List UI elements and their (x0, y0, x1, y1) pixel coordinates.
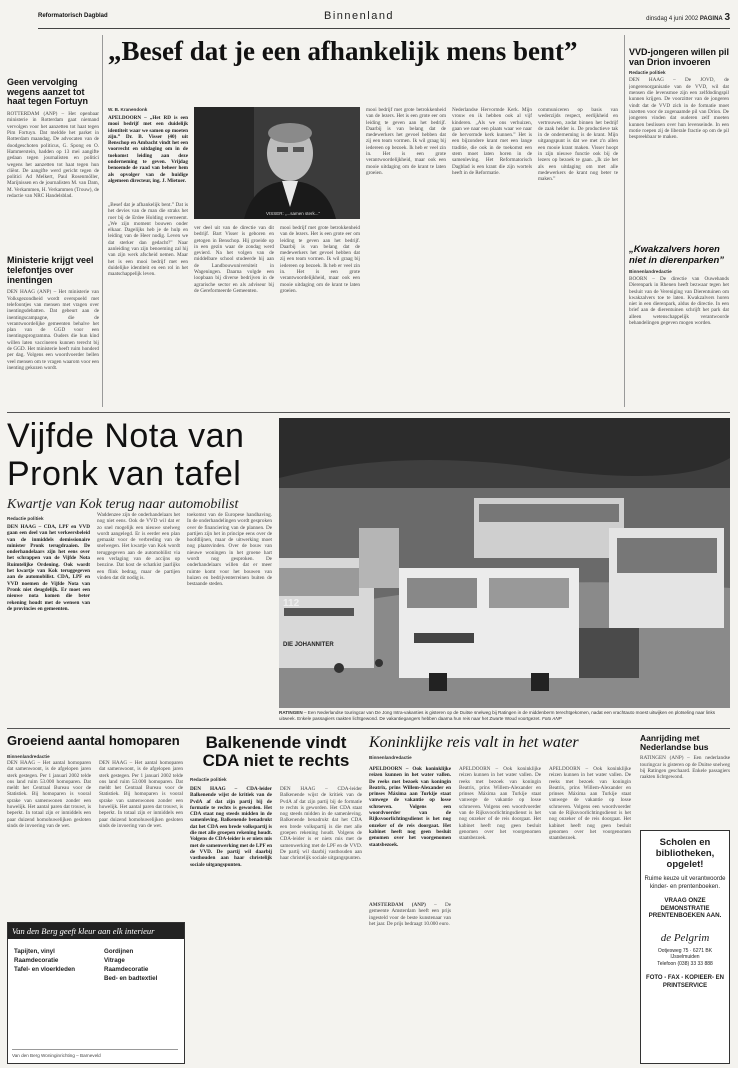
left-article2-title: Ministerie krijgt veel telefontjes over inentingen (7, 255, 94, 285)
vandenberg-footer: Van den Berg Woninginrichting – Barneveld (12, 1049, 178, 1058)
lead-story-title: „Besef dat je een afhankelijk mens bent” (108, 36, 578, 66)
caption-text: Een Nederlandse touringcar van De Jong Intra-vakanties is gisteren op de Duitse snelweg bij Ratingen in de middenberm terechtgekomen, nadat een vrachtauto moest uitwijken en plotseling naar links uitweek. Enkele passagiers raakten lichtgewond. De vakantiegangers hebben daarna hun reis naar het Zwarte Woud voortgezet. (279, 710, 716, 721)
lead-story-byline: W. B. Kranendonk (108, 107, 148, 112)
ferry-title: Aanrijding met Nederlandse bus (640, 733, 709, 753)
scholen-ad-address: Ootjesweg 75 · 6271 BK IJsselmuiden (657, 947, 713, 960)
cda-body-b: DEN HAAG – CDA-leider Balkenende wijst de kritiek van de PvdA af dat zijn partij bij de formatie te rechts is geworden. Het CDA staat nog steeds midden in de samenleving. Balkenende benadrukt dat het CDA een brede volkspartij is die met alle groepen rekening houdt. Volgens de CDA-leider is er niets mis met de samenwerking met de LPF en de VVD. De partij wil daarbij vasthouden aan haar christelijk sociale uitgangspunten. (280, 786, 362, 862)
vandenberg-item: Gordijnen (104, 948, 134, 955)
royal-sub-title: AMSTERDAM (ANP) (369, 902, 426, 908)
vandenberg-item: Bed- en badtextiel (104, 975, 158, 982)
accident-photo (279, 418, 730, 708)
scholen-ad-phone: Telefoon (038) 33 33 888 (657, 960, 713, 967)
homo-article (7, 734, 183, 916)
main-story-title-line1: Vijfde Nota van (7, 417, 245, 455)
main-story-title-line2: Pronk van tafel (7, 455, 242, 493)
vandenberg-items-left (14, 947, 92, 974)
ambulance-number: 112 (283, 598, 300, 609)
ambulance-label: DIE JOHANNITER (283, 642, 334, 648)
main-story (7, 418, 272, 718)
lead-story-col3: mooi bedrijf met grote betrokkenheid van de lezers. Het is een grote eer om leiding te geven aan het bedrijf. Daarbij is van belang dat de medewerkers het gevoel hebben dat zij een team vormen. Ik wil graag bij iedereen op bezoek. Ik heb er veel zin in. Het is een grote verantwoordelijkheid, maar ook een mooie uitdaging om de krant te laten groeien. (280, 225, 360, 294)
portrait-caption: VISSER: „...samen sterk...” (266, 211, 321, 217)
ferry-body: RATINGEN (ANP) – Een nederlandse touringcar is gisteren op de Duitse snelweg bij Ratingen geschaard. Enkele passagiers raakten lichtgewond. (640, 755, 730, 781)
cda-article (190, 734, 362, 1062)
royal-sub-body: De gemeente Amsterdam heeft een prijs ingesteld voor de beste kunstenaar van het jaar. De prijs bedraagt 10.000 euro. (369, 902, 451, 927)
vandenberg-items-right (104, 947, 182, 983)
left-column (7, 78, 99, 403)
accident-photo-caption: RATINGEN – Een Nederlandse touringcar van De Jong Intra-vakanties is gisteren op de Duitse snelweg bij Ratingen in de middenberm terechtgekomen, nadat een vrachtauto moest uitwijken en plotseling naar links uitweek. Enkele passagiers raakten lichtgewond. De vakantiegangers hebben daarna hun reis naar het Zwarte Woud voortgezet. Foto ANP (279, 710, 716, 721)
main-story-col2: Waddenzee zijn de onderhandelaars het nog niet eens. Ook de VVD wil dat er zo snel mogelijk een nieuwe snelweg wordt aangelegd. Er is eerder een plan gemaakt voor de verbreding van de snelwegen. Het kwartje van Kok wordt teruggegeven aan de automobilist via een verlaging van de accijns op benzine. Dat kost de schatkist jaarlijks een flink bedrag, maar de partijen vinden dat dit nodig is. (97, 512, 180, 581)
royal-body-a: APELDOORN – Ook koninklijke reizen kunnen in het water vallen. De reeks met bezoek van koningin Beatrix, prins Willem-Alexander en prinses Máxima aan Turkije staat vanwege de vakantie op losse schroeven. Volgens een woordvoerder van de Rijksvoorlichtingsdienst is het nog onzeker of de reis doorgaat. Het kabinet heeft nog geen besluit genomen over het voorgenomen staatsbezoek. (369, 766, 451, 848)
right-article2-body: BOORN – De directie van Ouwehands Dierenpark in Rhenen heeft bezwaar tegen het besluit van de Vereniging van Dierentuinen om kwakzalvers toe te laten. Kwakzalvers horen niet in een dierenpark, aldus de directie. In een brief aan de dierentuinen schrijft het park dat alleen wetenschappelijk verantwoorde behandelingen gegeven mogen worden. (629, 275, 729, 327)
vandenberg-item: Vitrage (104, 957, 125, 964)
caption-place: RATINGEN (279, 710, 303, 715)
lead-story (108, 35, 618, 407)
left-article2-body: DEN HAAG (ANP) – Het ministerie van Volksgezondheid wordt overspoeld met telefoontjes van mensen met vragen over inentingsdebatten. Dat gebeurt aan de inentingscampagne, die de verantwoordelijke gemeenten behalve het plan van de GGD voor een inentingsprogramma. Ouders die hun kind willen laten vaccineren kunnen terecht bij de GGD. Het ministerie heeft ruim honderd per dag. Volgens een woordvoerder bellen veel mensen om te vragen waarom voor een inenting gekozen wordt. (7, 289, 99, 371)
vandenberg-item: Tapijten, vinyl (14, 948, 55, 955)
lower-rule (7, 728, 730, 729)
vandenberg-item: Raamdecoratie (14, 957, 59, 964)
royal-article (369, 734, 633, 1062)
royal-sub-text: AMSTERDAM (ANP) – De gemeente Amsterdam heeft een prijs ingesteld voor de beste kunstenaar van het jaar. De prijs bedraagt 10.000 euro. (369, 902, 451, 927)
right-article1-body: DEN HAAG – De JOVD, de jongerenorganisatie van de VVD, wil dat mensen die levensmoe zijn een zelfdodingspil kunnen krijgen. De voorzitter van de jongeren vindt dat de VVD zich in de formatie moet inzetten voor de zogenaamde pil van Drion. De jongeren vinden dat ouderen zelf moeten kunnen beslissen over hun levenseinde. In een motie roepen zij de liberale fractie op om de pil bespreekbaar te maken. (629, 77, 729, 141)
vandenberg-ad[interactable] (7, 922, 185, 1064)
ferry-article (640, 734, 730, 826)
lead-story-col2: ver deel uit van de directie van dit bedrijf. Bart Visser is geboren en getogen in Benschop. Hij groeide op in een gezin waar de zondag werd gevierd. Na het volgen van de middelbare school studeerde hij aan de Landbouwuniversiteit in Wageningen. Daarna volgde een loopbaan bij diverse bedrijven in de agrarische sector en als adviseur bij de Gereformeerde Gemeenten. (194, 225, 274, 294)
scholen-ad[interactable] (640, 830, 730, 1064)
main-story-section: Redactie politiek (7, 516, 44, 521)
lead-story-col5: communiceren op basis van wederzijds respect, eerlijkheid en vertrouwen, zodat binnen het bedrijf de zaak helder is. De productieve tak in de onderneming is de krant. Mijn uitgangspunt is dat we met z'n allen een mooie krant maken. Visser hoopt in zijn nieuwe functie ook bij de lezers op bezoek te gaan. „Ik zie het als een uitdaging om met alle medewerkers de krant nog beter te maken.” (538, 107, 618, 183)
scholen-ad-services: FOTO - FAX - KOPIEER- EN PRINTSERVICE (646, 975, 724, 989)
lead-story-col3-top: mooi bedrijf met grote betrokkenheid van de lezers. Het is een grote eer om leiding te geven aan het bedrijf. Daarbij is van belang dat de medewerkers het gevoel hebben dat zij een team vormen. Ik wil graag bij iedereen op bezoek. Ik heb er veel zin in. Het is een grote verantwoordelijkheid, maar ook een mooie uitdaging om de krant te laten groeien. (366, 107, 446, 176)
right-column (629, 48, 729, 403)
vandenberg-item: Tafel- en vloerkleden (14, 966, 76, 973)
accident-illustration (279, 418, 730, 708)
lead-story-col4: Nederlandse Hervormde Kerk. Mijn vrouw en ik hebben ook al vijf kinderen. „Als we ons verhuizen, gaan we naar een plaats waar we naar de hervormde kerk kunnen.” Het is een bijzondere krant met een lange traditie, die ook in de toekomst een stem moet laten horen in de samenleving. Het Reformatorisch Dagblad is een krant die zijn wortels heeft in de Reformatie. (452, 107, 532, 176)
left-column-rule (102, 35, 103, 407)
cda-section: Redactie politiek (190, 776, 227, 782)
right-article2-title: „Kwakzalvers horen niet in dierenparken” (629, 244, 725, 266)
royal-section: Binnenlandredactie (369, 755, 412, 761)
mid-rule (7, 412, 730, 413)
scholen-ad-body: Ruime keuze uit verantwoorde kinder- en prentenboeken. (644, 876, 726, 890)
cda-title: Balkenende vindt CDA niet te rechts (202, 733, 350, 771)
main-story-subtitle: Kwartje van Kok terug naar automobilist (7, 497, 239, 512)
right-article1-section: Redactie politiek (629, 70, 666, 76)
scholen-ad-title: Scholen en bibliotheken, opgelet! (655, 837, 715, 870)
paper-name: Reformatorisch Dagblad (38, 13, 108, 19)
royal-sub (369, 902, 451, 1052)
page-date-block (646, 12, 730, 23)
lead-story-intro: APELDOORN – „Het RD is een mooi bedrijf met een duidelijk identiteit waar we samen op moeten zijn.” Dr. B. Visser (40) uit Benschop en Ambacht vindt het een voorrecht en uitdaging om in de toekomst leiding aan deze onderneming te geven. Vrijdag benoemde de raad van beheer hem als opvolger van de huidige algemeen directeur, ing. J. Mietuer. (108, 115, 188, 184)
homo-body-b: DEN HAAG – Het aantal homoparen dat samenwoont, is de afgelopen jaren sterk gestegen. Per 1 januari 2002 telde ons land ruim 53.000 homoparen. Dat meldt het Centraal Bureau voor de Statistiek. Bij homoparen is vooral sprake van samenwonen zonder een huwelijk. Het aantal paren dat trouwt, is beperkt. In totaal zijn er inmiddels een paar duizend homohuwelijken gesloten sinds de invoering van de wet. (99, 760, 183, 829)
lead-story-col1: „Besef dat je afhankelijk bent.” Dat is het devies van de man die straks het roer bij de Erdee Holding overneemt. „We zijn moment bouwen onder elkaar. Dagelijks heb je de hulp en leiding van de Heer nodig. Leven we dat sterker dan gedacht?” Naar aanleiding van zijn benoeming zal hij van zijn werk afscheid nemen. Maar het is een mooi bedrijf met een duidelijke identiteit en een rol in het maatschappelijk leven. (108, 202, 188, 278)
left-article1-title: Geen vervolging wegens aanzet tot haat tegen Fortuyn (7, 78, 89, 107)
left-article1-body: ROTTERDAM (ANP) – Het openbaar ministerie in Rotterdam gaat niemand vervolgen voor het aanzetten tot haat tegen Pim Fortuyn. Dat meldde het parket in Rotterdam maandag. De advocaten van de doodgeschoten politicus, G. Spong en O. Hammerstein, hadden op 13 mei aangifte gedaan tegen journalisten en politici wegens het aanzetten tot haat tegen hun cliënt. De aangifte werd gericht tegen de politici Ad Melkert, Paul Rosenmöller, Marijnissen en de journalisten M. van Dam, M. Verkammen, H. Verkammen (Trouw), de redactie van NRC Handelsblad. (7, 111, 99, 200)
section-name: Binnenland (324, 10, 395, 22)
homo-section: Binnenlandredactie (7, 754, 50, 760)
homo-body-a: DEN HAAG – Het aantal homoparen dat samenwoont, is de afgelopen jaren sterk gestegen. Per 1 januari 2002 telde ons land ruim 53.000 homoparen. Dat meldt het Centraal Bureau voor de Statistiek. Bij homoparen is vooral sprake van samenwonen zonder een huwelijk. Het aantal paren dat trouwt, is beperkt. In totaal zijn er inmiddels een paar duizend homohuwelijken gesloten sinds de invoering van de wet. (7, 760, 91, 829)
portrait-illustration (194, 107, 360, 219)
header-rule (38, 28, 730, 29)
scholen-ad-offer: VRAAG ONZE DEMONSTRATIE PRENTENBOEKEN AAN. (648, 897, 722, 919)
photo-credit: Foto ANP (541, 715, 562, 721)
vandenberg-ad-title: Van den Berg geeft kleur aan elk interieur (8, 923, 184, 939)
portrait-photo (194, 107, 360, 219)
royal-body-c: APELDOORN – Ook koninklijke reizen kunnen in het water vallen. De reeks met bezoek van koningin Beatrix, prins Willem-Alexander en prinses Máxima aan Turkije staat vanwege de vakantie op losse schroeven. Volgens een woordvoerder van de Rijksvoorlichtingsdienst is het nog onzeker of de reis doorgaat. Het kabinet heeft nog geen besluit genomen over het voorgenomen staatsbezoek. (549, 766, 631, 842)
page-date: dinsdag 4 juni 2002 (646, 16, 699, 22)
scholen-ad-shop: de Pelgrim (660, 931, 710, 944)
main-story-col1: DEN HAAG – CDA, LPF en VVD gaan een deel van het verkeersbeleid van de inmiddels demissionaire minister Pronk terugdraaien. De onderhandelaars zijn het eens over het schrappen van de Vijfde Nota Ruimtelijke Ordening. Ook wordt het kwartje van Kok teruggegeven aan de automobilist. CDA, LPF en VVD noemen de Vijfde Nota van Pronk niet deugdelijk. Er moet een nieuwe nota komen die beter rekening houdt met de wensen van de provincies en gemeenten. (7, 524, 90, 612)
royal-title: Koninklijke reis valt in het water (369, 734, 579, 751)
cda-body-a: DEN HAAG – CDA-leider Balkenende wijst de kritiek van de PvdA af dat zijn partij bij de formatie te rechts is geworden. Het CDA staat nog steeds midden in de samenleving. Balkenende benadrukt dat het CDA een brede volkspartij is die met alle groepen rekening houdt. Volgens de CDA-leider is er niets mis met de samenwerking met de LPF en de VVD. De partij wil daarbij vasthouden aan haar christelijk sociale uitgangspunten. (190, 786, 272, 868)
homo-title: Groeiend aantal homoparen (7, 733, 180, 748)
right-column-rule (624, 35, 625, 407)
page-number: 3 (724, 12, 730, 23)
page-header (38, 10, 730, 26)
page-label: PAGINA (699, 16, 723, 22)
royal-body-b: APELDOORN – Ook koninklijke reizen kunnen in het water vallen. De reeks met bezoek van koningin Beatrix, prins Willem-Alexander en prinses Máxima aan Turkije staat vanwege de vakantie op losse schroeven. Volgens een woordvoerder van de Rijksvoorlichtingsdienst is het nog onzeker of de reis doorgaat. Het kabinet heeft nog geen besluit genomen over het voorgenomen staatsbezoek. (459, 766, 541, 842)
main-story-col3: toekomst van de Europese handhaving. In de onderhandelingen wordt gesproken over de financiering van de plannen. De partijen zijn het in principe eens over de hoofdlijnen, maar de uitwerking moet nog plaatsvinden. Over de bouw van nieuwe woningen in het groene hart wordt nog gesproken. De onderhandelaars willen dat er meer ruimte komt voor het bouwen van huizen en bedrijventerreinen buiten de bestaande steden. (187, 512, 272, 588)
right-article2-section: Binnenlandredactie (629, 268, 672, 274)
right-article1-title: VVD-jongeren willen pil van Drion invoeren (629, 48, 729, 67)
vandenberg-item: Raamdecoratie (104, 966, 149, 973)
